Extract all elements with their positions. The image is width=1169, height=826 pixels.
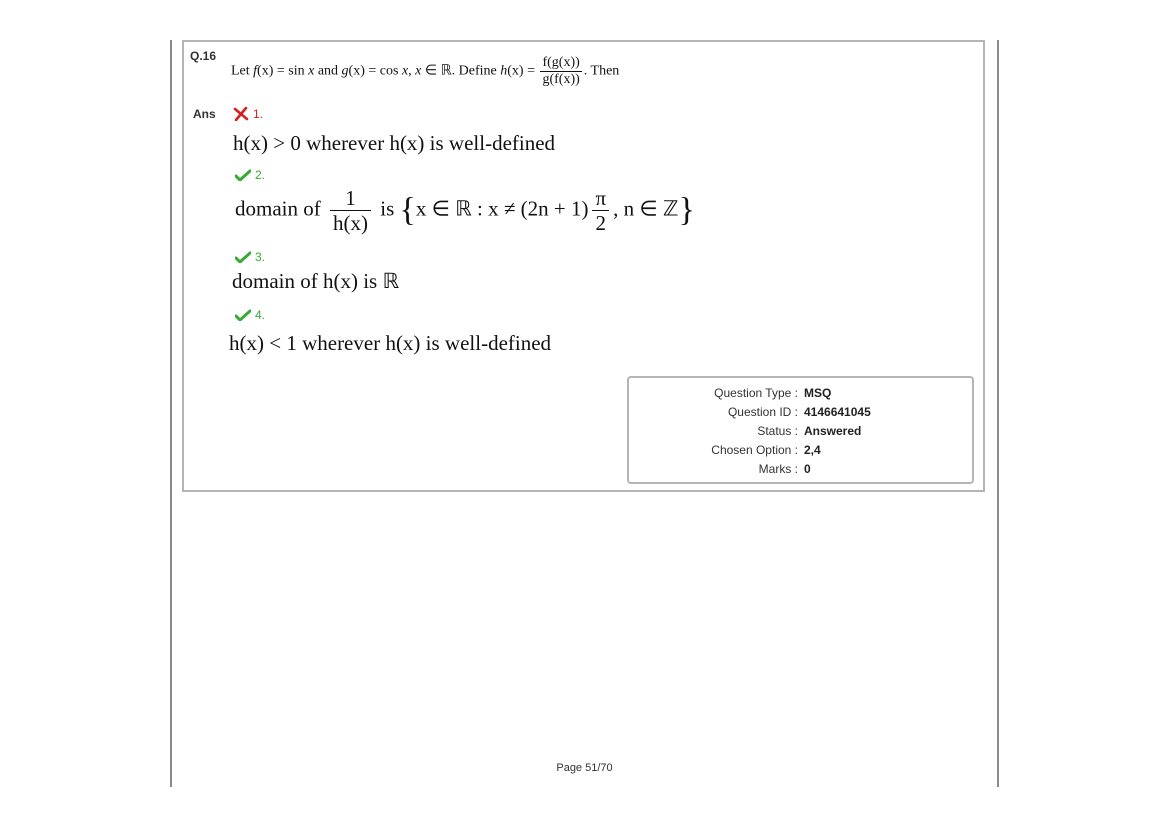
option-3-mark: [235, 250, 265, 264]
option-4-text: h(x) < 1 wherever h(x) is well-defined: [229, 331, 552, 355]
page-border-left: [170, 40, 172, 787]
info-row-status: Status : Answered: [757, 424, 862, 438]
option-2-pi-fraction: $\frac{\pi}{2}$: [592, 186, 609, 235]
question-number: Q.16: [190, 49, 217, 63]
option-1-mark: [233, 107, 263, 121]
question-stem: Let f(x) = sin x and g(x) = cos x, x ∈ ℝ. Define h(x) = $\frac{f(g(x))}{g(f(x))}$ . Then: [231, 55, 620, 87]
page-border-right: [997, 40, 999, 787]
option-1-number: 1.: [253, 107, 264, 121]
check-icon: [235, 251, 251, 263]
cross-icon: [233, 107, 249, 121]
option-2-mark: [235, 168, 265, 182]
option-4-mark: [235, 308, 265, 322]
option-1-text: h(x) > 0 wherever h(x) is well-defined: [233, 131, 556, 155]
info-row-question-type: Question Type : MSQ: [714, 386, 832, 400]
option-3-number: 3.: [255, 250, 266, 264]
option-2-number: 2.: [255, 168, 266, 182]
option-4-number: 4.: [255, 308, 266, 322]
option-2-fraction: $\frac{1}{h(x)}$: [330, 186, 371, 235]
check-icon: [235, 309, 251, 321]
option-2-text: domain of $\frac{1}{h(x)}$ is {x ∈ ℝ : x ≠ (2n + 1) $\frac{\pi}{2}$ , n ∈ ℤ}: [235, 186, 695, 235]
page-number: Page 51/70: [556, 762, 613, 774]
check-icon: [235, 169, 251, 181]
option-3-text: domain of h(x) is ℝ: [232, 269, 400, 293]
answer-label: Ans: [193, 107, 216, 121]
question-info-box: [627, 376, 974, 484]
info-row-marks: Marks : 0: [758, 462, 811, 476]
info-row-chosen-option: Chosen Option : 2,4: [711, 443, 821, 457]
info-row-question-id: Question ID : 4146641045: [727, 405, 871, 419]
stem-fraction: $\frac{f(g(x))}{g(f(x))}$: [542, 55, 580, 87]
